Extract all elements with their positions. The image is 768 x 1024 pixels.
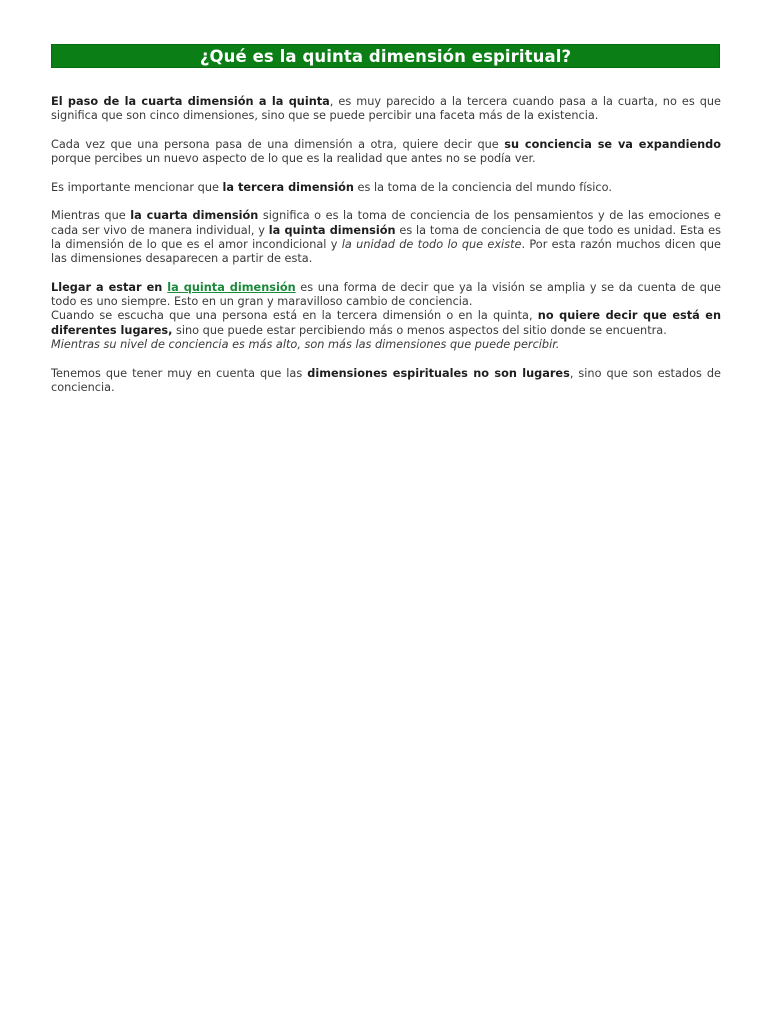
italic-text: la unidad de todo lo que existe	[341, 237, 522, 251]
bold-text: El paso de la cuarta dimensión a la quinta	[51, 95, 330, 108]
text: significa o es la toma de conciencia de los pensamientos y de las emociones e cada ser vivo de manera individual, y	[51, 209, 722, 237]
text: porque percibes un nuevo aspecto de lo que es la realidad que antes no se podía ver.	[51, 152, 536, 166]
paragraph-3	[51, 181, 721, 195]
text: es la toma de conciencia de que todo es unidad. Esta es la dimensión de lo que es el amor incondicional y	[51, 223, 721, 251]
text: es la toma de la conciencia del mundo físico.	[353, 180, 612, 194]
bold-text: su conciencia se va expandiendo	[504, 137, 721, 151]
italic-text: Mientras su nivel de conciencia es más alto, son más las dimensiones que puede percibir.	[51, 338, 560, 352]
page-title: ¿Qué es la quinta dimensión espiritual?	[199, 46, 572, 66]
bold-text: dimensiones espirituales no son lugares	[307, 366, 570, 380]
bold-text: no quiere decir que está en diferentes lugares,	[51, 309, 721, 337]
paragraph-5	[51, 281, 721, 310]
bold-text: la tercera dimensión	[222, 180, 354, 194]
bold-text: Llegar a estar en	[51, 280, 168, 294]
paragraph-8	[51, 367, 721, 396]
text: Mientras que	[51, 209, 131, 223]
bold-text: la cuarta dimensión	[130, 209, 259, 223]
article-body	[51, 95, 721, 410]
paragraph-4	[51, 209, 721, 266]
bold-text: la quinta dimensión	[268, 223, 396, 237]
text: sino que puede estar percibiendo más o menos aspectos del sitio donde se encuentra.	[172, 323, 667, 337]
title-banner	[51, 44, 720, 68]
text: . Por esta razón muchos dicen que las dimensiones desaparecen a partir de esta.	[51, 237, 721, 266]
paragraph-2	[51, 138, 721, 167]
text: Es importante mencionar que	[51, 180, 223, 194]
paragraph-7	[51, 338, 721, 352]
text: es una forma de decir que ya la visión se amplia y se da cuenta de que todo es uno siempre. Esto en un gran y maravilloso cambio de conciencia.	[51, 280, 721, 309]
paragraph-6	[51, 309, 721, 338]
paragraph-1	[51, 95, 721, 124]
quinta-dimension-link[interactable]: la quinta dimensión	[167, 280, 296, 294]
text: Tenemos que tener muy en cuenta que las	[51, 366, 308, 380]
text: , sino que son estados de conciencia.	[51, 366, 721, 394]
text: Cuando se escucha que una persona está en la tercera dimensión o en la quinta,	[51, 309, 538, 323]
text: , es muy parecido a la tercera cuando pasa a la cuarta, no es que significa que son cinco dimensiones, sino que se puede percibir una faceta más de la existencia.	[51, 95, 722, 123]
text: Cada vez que una persona pasa de una dimensión a otra, quiere decir que	[51, 137, 505, 151]
